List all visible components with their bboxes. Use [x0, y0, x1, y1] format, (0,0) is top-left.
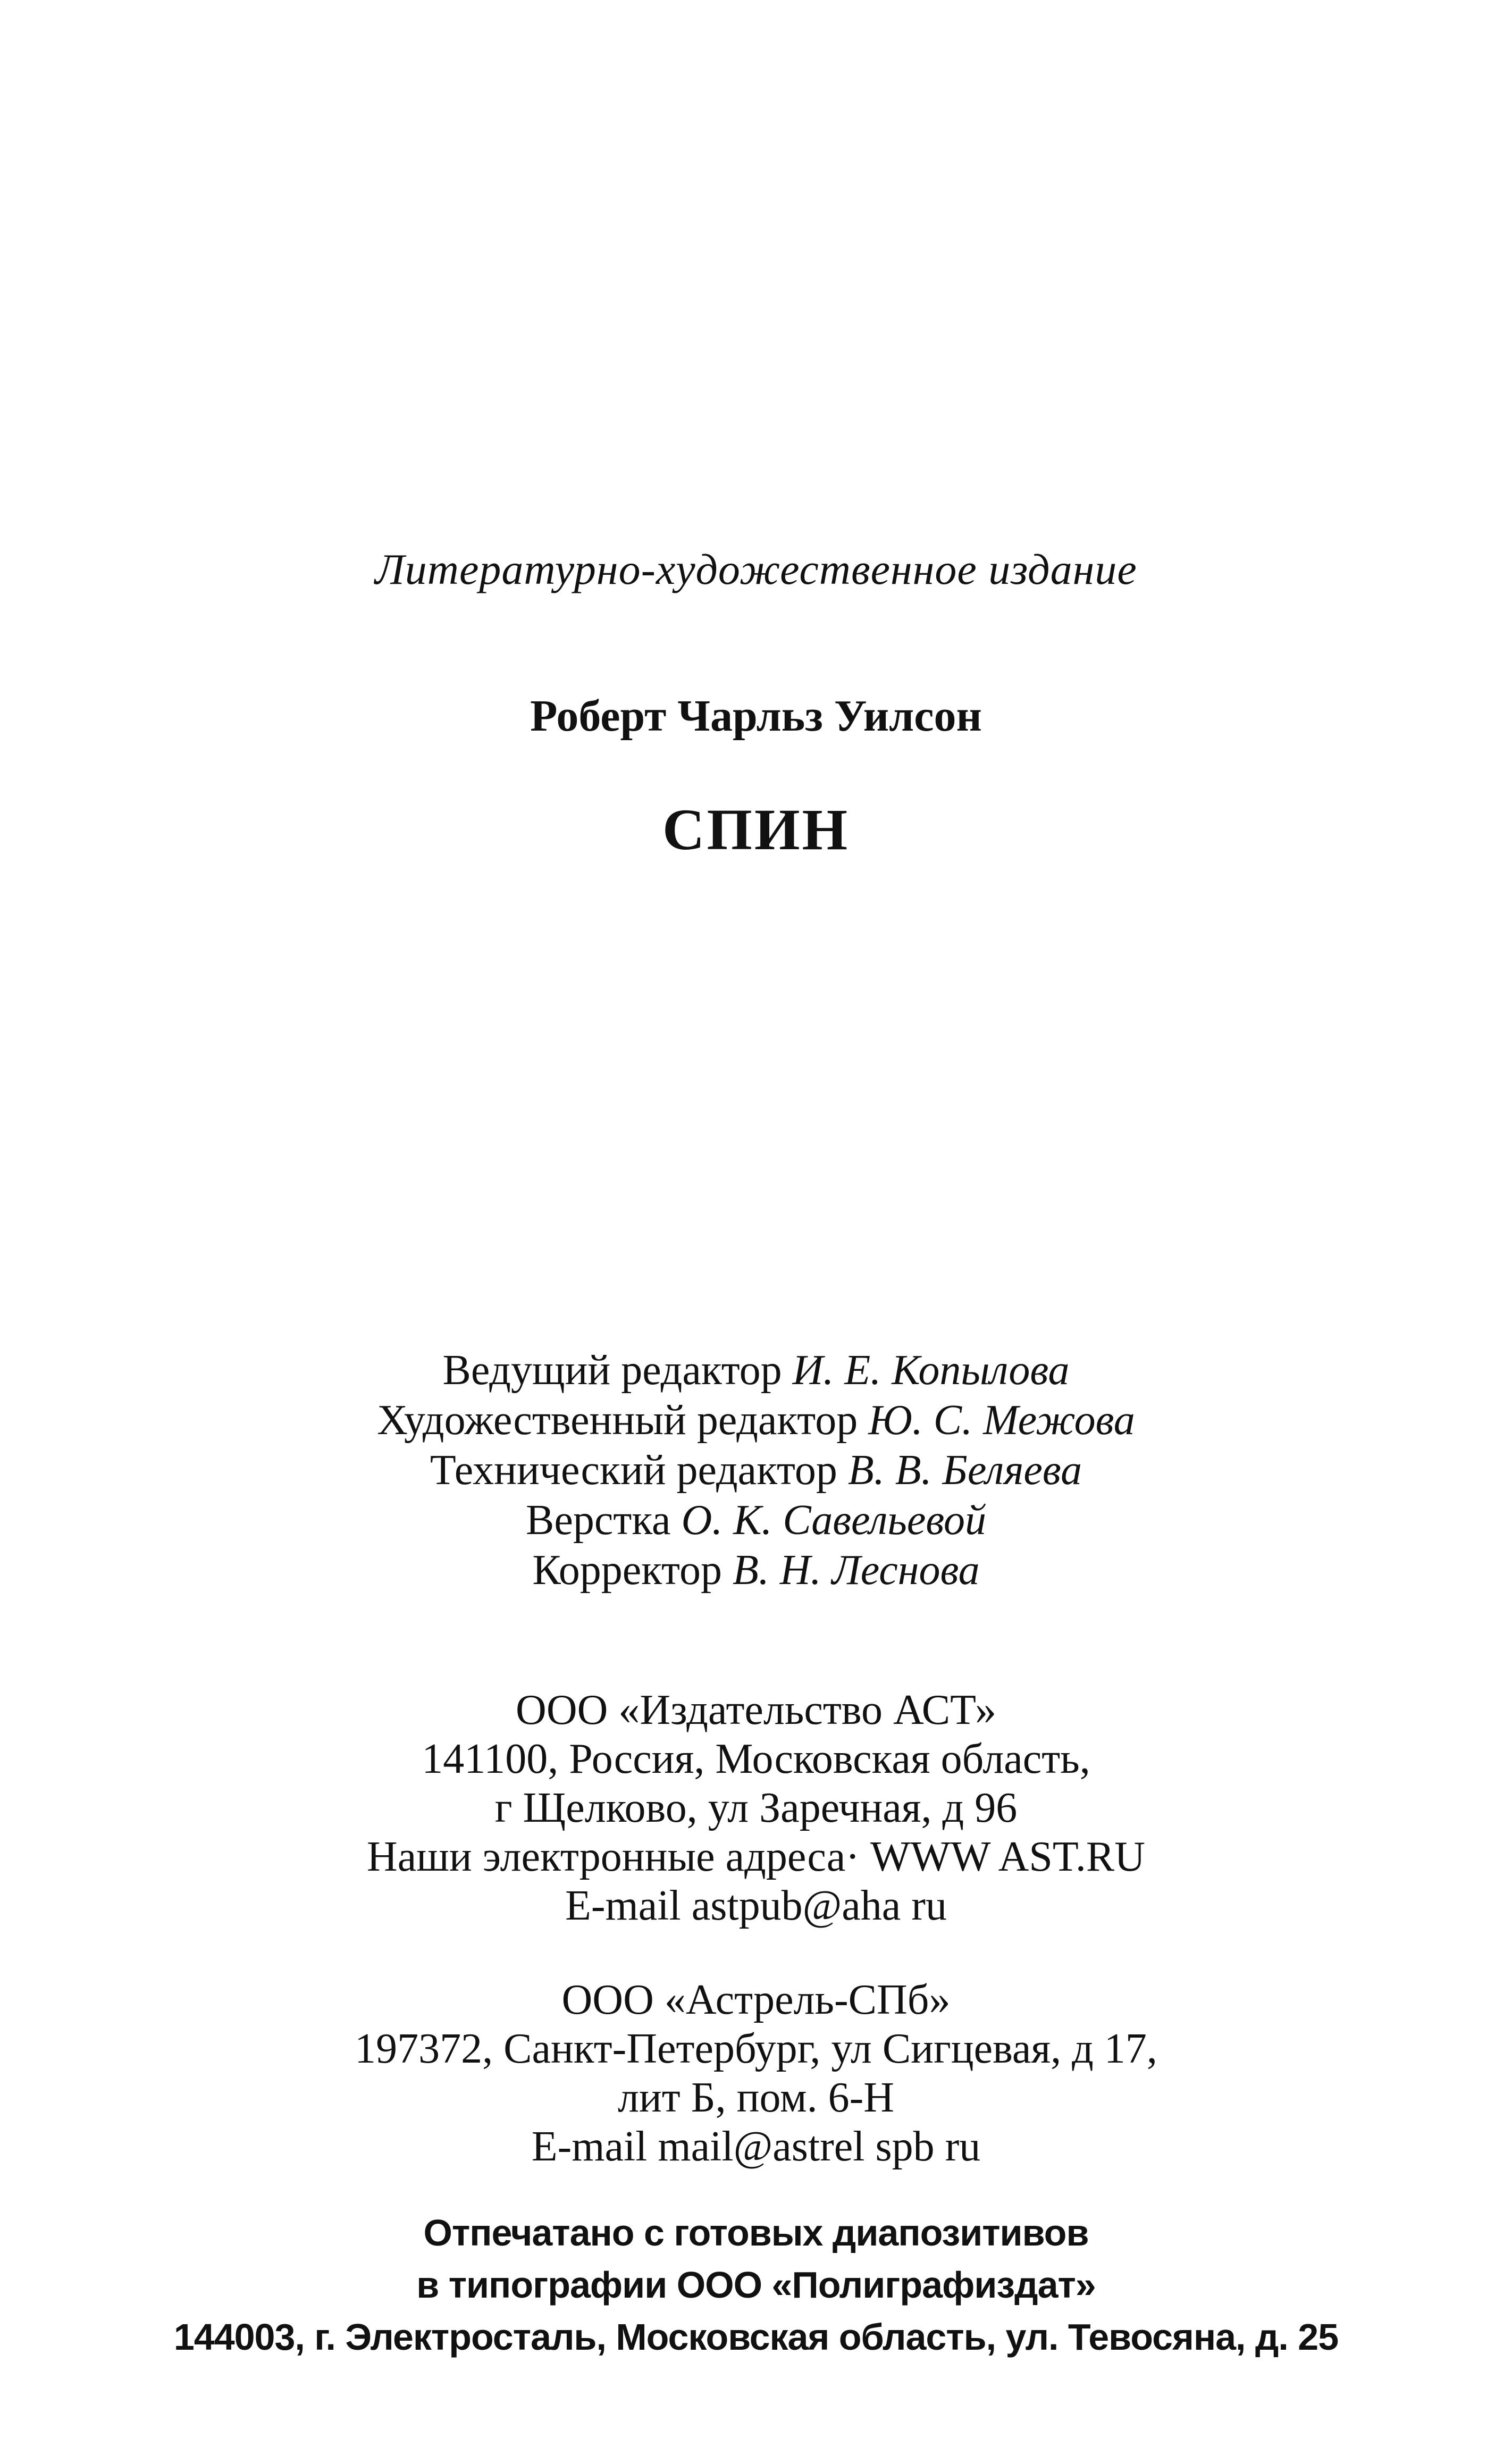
credit-name: И. Е. Копылова: [792, 1347, 1070, 1394]
credit-name: Ю. С. Межова: [868, 1397, 1135, 1444]
author-name: Роберт Чарльз Уилсон: [530, 691, 982, 741]
publisher-address-line: г Щелково, ул Заречная, д 96: [494, 1785, 1018, 1831]
credit-lead-editor: [0, 1345, 1512, 1395]
printer-address: 144003, г. Электросталь, Московская область, ул. Тевосяна, д. 25: [173, 2316, 1339, 2358]
publisher-astrel-block: [0, 1975, 1512, 2171]
publisher-address-line: лит Б, пом. 6-Н: [618, 2074, 894, 2121]
printer-line: Отпечатано с готовых диапозитивов: [423, 2212, 1089, 2253]
credit-role: Верстка: [525, 1497, 671, 1544]
publisher-email: E-mail mail@astrel spb ru: [531, 2123, 981, 2170]
publisher-address-line: 197372, Санкт-Петербург, ул Сигцевая, д 17,: [355, 2025, 1157, 2072]
printer-line: в типографии ООО «Полиграфиздат»: [416, 2264, 1096, 2306]
book-title: СПИН: [662, 797, 850, 862]
credit-role: Ведущий редактор: [442, 1347, 782, 1394]
credit-role: Художественный редактор: [377, 1397, 858, 1444]
credit-name: В. В. Беляева: [847, 1447, 1082, 1494]
credit-layout: [0, 1495, 1512, 1545]
publisher-web: Наши электронные адреса· WWW AST.RU: [367, 1833, 1145, 1880]
publisher-address-line: 141100, Россия, Московская область,: [422, 1736, 1090, 1782]
credit-role: Технический редактор: [430, 1447, 837, 1494]
credit-proofreader: [0, 1545, 1512, 1595]
edition-type: Литературно-художественное издание: [375, 545, 1137, 593]
credit-role: Корректор: [532, 1547, 722, 1594]
credit-technical-editor: [0, 1445, 1512, 1495]
credits-block: [0, 1345, 1512, 1595]
credit-name: О. К. Савельевой: [681, 1497, 986, 1544]
publisher-ast-block: [0, 1686, 1512, 1930]
publisher-name: ООО «Издательство АСТ»: [516, 1687, 996, 1733]
publisher-name: ООО «Астрель-СПб»: [561, 1976, 951, 2023]
publisher-email: E-mail astpub@aha ru: [565, 1882, 947, 1929]
printer-block: [0, 2207, 1512, 2363]
credit-art-editor: [0, 1395, 1512, 1445]
credit-name: В. Н. Леснова: [732, 1547, 980, 1594]
